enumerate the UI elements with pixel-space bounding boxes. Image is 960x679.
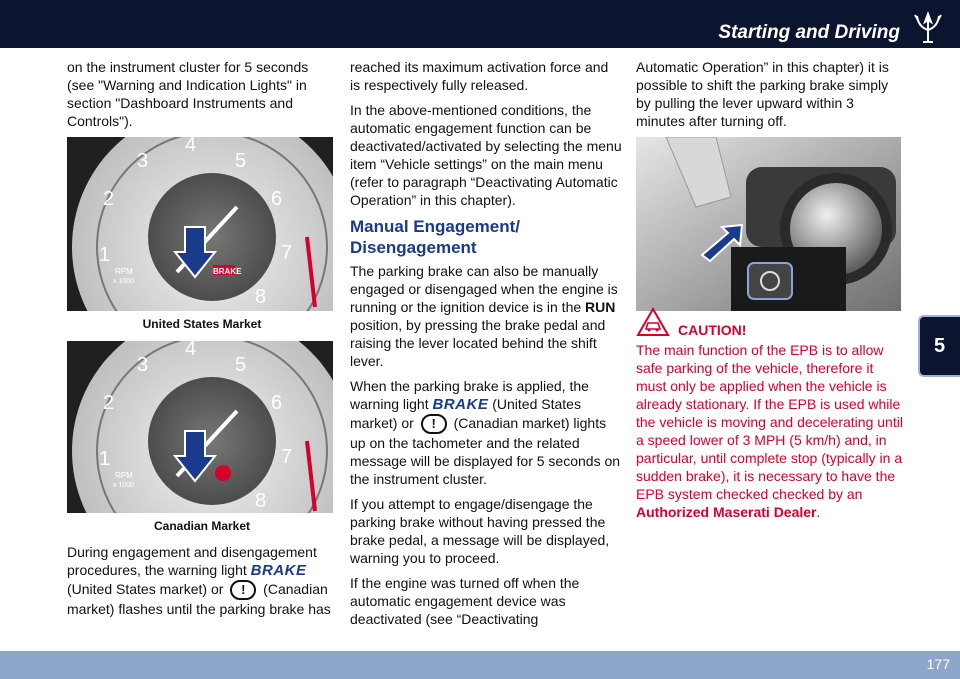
tick-label: 7 [281, 446, 293, 468]
tick-label: 4 [185, 137, 197, 156]
parking-brake-lever-figure [636, 137, 901, 311]
column-1 [67, 58, 337, 625]
run-word: RUN [585, 299, 616, 315]
text-run: . [816, 504, 821, 520]
tick-label: 2 [103, 392, 115, 414]
section-title: Starting and Driving [718, 22, 900, 43]
tachometer-figure-ca [67, 341, 333, 513]
rpm-label: RPM [115, 267, 133, 276]
rpm-unit: x 1000 [113, 482, 135, 489]
paragraph: on the instrument cluster for 5 seconds (see "Warning and Indication Lights" in section "Dashboard Instruments and Controls"). [67, 59, 309, 129]
tick-label: 2 [103, 188, 115, 210]
section-heading: Manual Engagement/ Disengagement [350, 217, 521, 257]
brake-warning-word: BRAKE [250, 562, 307, 579]
tick-label: 6 [271, 392, 283, 414]
tachometer-figure-us [67, 137, 333, 311]
paragraph [350, 262, 622, 370]
tick-label: 3 [137, 354, 149, 376]
column-3 [636, 58, 904, 528]
text-run: The parking brake can also be manually engaged or disengaged when the engine is running or the ignition device is in the [350, 263, 618, 315]
maserati-trident-icon [912, 10, 944, 44]
page-header [0, 0, 960, 48]
caution-title: CAUTION! [678, 322, 747, 338]
tick-label: 6 [271, 188, 283, 210]
paragraph: Automatic Operation” in this chapter) it is possible to shift the parking brake simply by pulling the lever upward within 3 minutes after turning off. [636, 59, 889, 129]
rpm-unit: x 1000 [113, 278, 135, 285]
tick-label: 5 [235, 354, 247, 376]
tachometer-ca-image [67, 341, 333, 513]
chapter-number: 5 [934, 335, 946, 357]
dealer-link: Authorized Maserati Dealer [636, 504, 817, 520]
tick-label: 8 [255, 286, 267, 308]
tick-label: 1 [99, 448, 111, 470]
paragraph: If the engine was turned off when the automatic engagement device was deactivated (see “Deactivating [350, 575, 580, 628]
text-run: (United States market) or [350, 396, 581, 431]
column-2 [350, 58, 622, 635]
paragraph: In the above-mentioned conditions, the automatic engagement function can be deactivated/activated by selecting the menu item “Vehicle settings” on the main menu (refer to paragraph “Deactivating Automatic Operation” in this chapter). [350, 102, 622, 208]
tick-label: 1 [99, 244, 111, 266]
text-run: (United States market) or [67, 581, 224, 597]
tick-label: 8 [255, 490, 267, 512]
text-run: (Canadian market) lights up on the tachometer and the related message will be displayed for 5 seconds on the instrument cluster. [350, 415, 621, 488]
page-footer [0, 651, 960, 679]
paragraph [67, 543, 337, 618]
parking-brake-warning-icon: ! [230, 580, 256, 600]
tick-label: 4 [185, 341, 197, 360]
text-run: (Canadian market) flashes until the parking brake has [67, 581, 331, 618]
parking-brake-lever-image [636, 137, 901, 311]
figure-caption: United States Market [142, 317, 262, 331]
parking-brake-warning-icon: ! [421, 414, 447, 434]
caution-text [636, 341, 904, 521]
paragraph [350, 377, 622, 488]
brake-warning-word: BRAKE [432, 396, 489, 413]
tachometer-us-image [67, 137, 333, 311]
rpm-label: RPM [115, 471, 133, 480]
brake-label: BRAKE [213, 267, 242, 276]
tick-label: 5 [235, 150, 247, 172]
paragraph: If you attempt to engage/disengage the parking brake without having pressed the brake pedal, a message will be displayed, warning you to proceed. [350, 496, 610, 567]
text-run: When the parking brake is applied, the warning light [350, 378, 589, 412]
tick-label: 3 [137, 150, 149, 172]
page-number: 177 [926, 656, 950, 672]
caution-heading [636, 321, 904, 339]
caution-car-icon [636, 307, 670, 337]
chapter-tab[interactable] [918, 315, 960, 377]
figure-caption: Canadian Market [153, 519, 251, 533]
text-run: During engagement and disengagement procedures, the warning light [67, 544, 317, 578]
text-run: The main function of the EPB is to allow safe parking of the vehicle, therefore it must only be applied when the vehicle is already stationary. If the EPB is used while the vehicle is moving and decelerating until a speed lower of 3 MPH (5 km/h) and, in particular, until complete stop (typically in a sudden brake), it is necessary to have the EPB system checked checked by an [636, 342, 903, 502]
text-run: position, by pressing the brake pedal and raising the lever located behind the shift lever. [350, 317, 606, 369]
paragraph: reached its maximum activation force and is respectively fully released. [350, 59, 609, 93]
tick-label: 7 [281, 242, 293, 264]
